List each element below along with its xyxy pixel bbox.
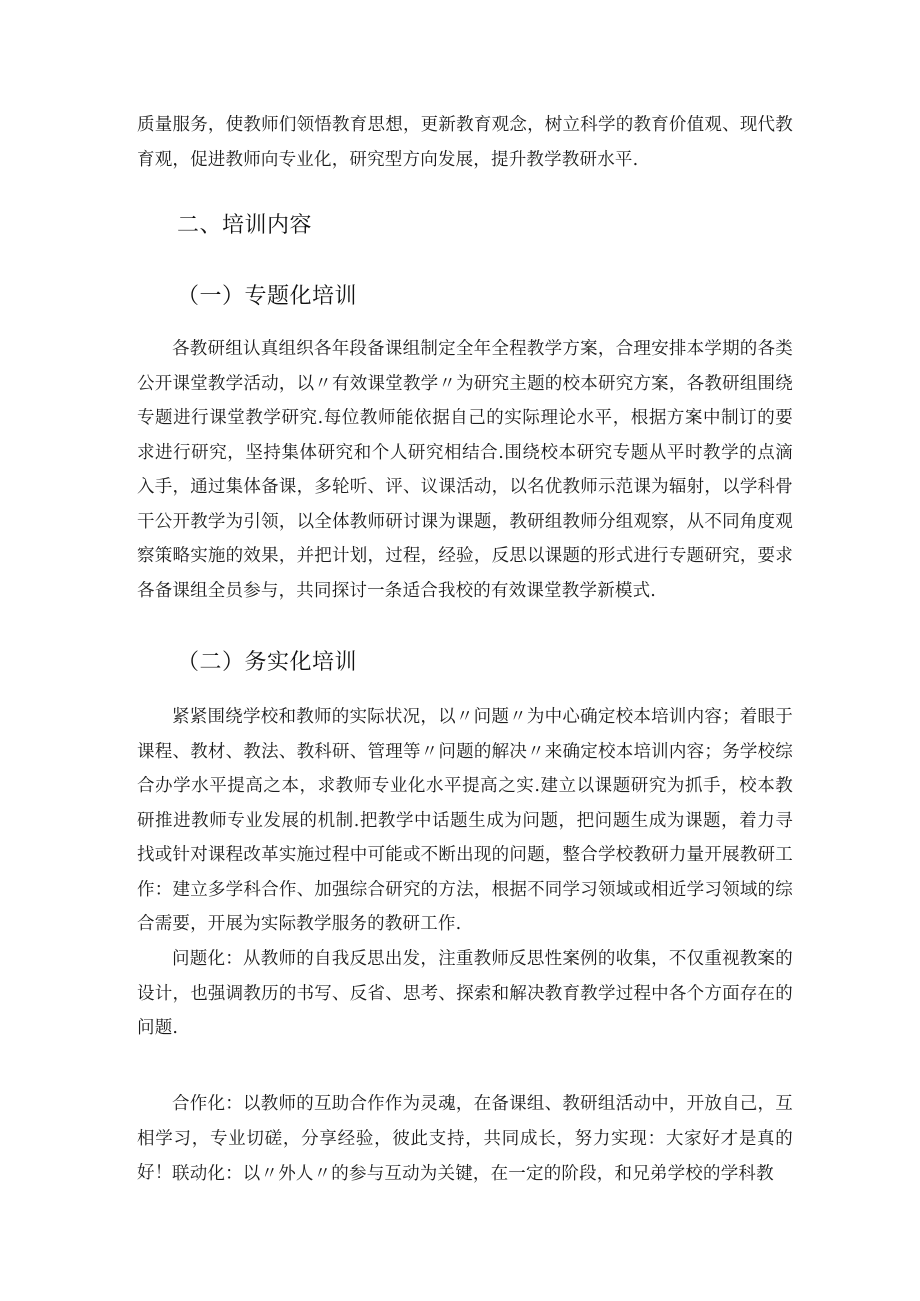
problem-oriented-paragraph: 问题化：从教师的自我反思出发，注重教师反思性案例的收集，不仅重视教案的设计，也强调教历的书写、反省、思考、探索和解决教育教学过程中各个方面存在的问题.	[137, 949, 793, 1038]
cooperation-paragraph: 合作化：以教师的互助合作作为灵魂，在备课组、教研组活动中，开放自己，互相学习，专业切磋，分享经验，彼此支持，共同成长，努力实现：大家好才是真的好！	[137, 1094, 793, 1183]
intro-paragraph: 质量服务，使教师们领悟教育思想，更新教育观念，树立科学的教育价值观、现代教育观，促进教师向专业化，研究型方向发展，提升教学教研水平.	[137, 115, 793, 170]
section-heading-training-content: 二、培训内容	[177, 213, 313, 238]
thematic-training-paragraph: 各教研组认真组织各年段备课组制定全年全程教学方案，合理安排本学期的各类公开课堂教学活动，以〃有效课堂教学〃为研究主题的校本研究方案，各教研组围绕专题进行课堂教学研究.每位教师能依据自己的实际理论水平，根据方案中制订的要求进行研究，坚持集体研究和个人研究相结合.围绕校本研究专题从平时教学的点滴入手，通过集体备课，多轮听、评、议课活动，以名优教师示范课为辐射，以学科骨干公开教学为引领，以全体教师研讨课为课题，教研组教师分组观察，从不同角度观察策略实施的效果，并把计划，过程，经验，反思以课题的形式进行专题研究，要求各备课组全员参与，共同探讨一条适合我校的有效课堂教学新模式.	[137, 339, 793, 601]
practical-training-paragraph: 紧紧围绕学校和教师的实际状况，以〃问题〃为中心确定校本培训内容；着眼于课程、教材、教法、教科研、管理等〃问题的解决〃来确定校本培训内容；务学校综合办学水平提高之本，求教师专业化水平提高之实.建立以课题研究为抓手，校本教研推进教师专业发展的机制.把教学中话题生成为问题，把问题生成为课题，着力寻找或针对课程改革实施过程中可能或不断出现的问题，整合学校教研力量开展教研工作：建立多学科合作、加强综合研究的方法，根据不同学习领域或相近学习领域的综合需要，开展为实际教学服务的教研工作.	[137, 707, 793, 934]
subsection-heading-thematic-training: （一）专题化培训	[177, 284, 358, 309]
linkage-paragraph: 联动化：以〃外人〃的参与互动为关键，在一定的阶段，和兄弟学校的学科教	[172, 1164, 774, 1184]
subsection-heading-practical-training: （二）务实化培训	[177, 650, 358, 675]
